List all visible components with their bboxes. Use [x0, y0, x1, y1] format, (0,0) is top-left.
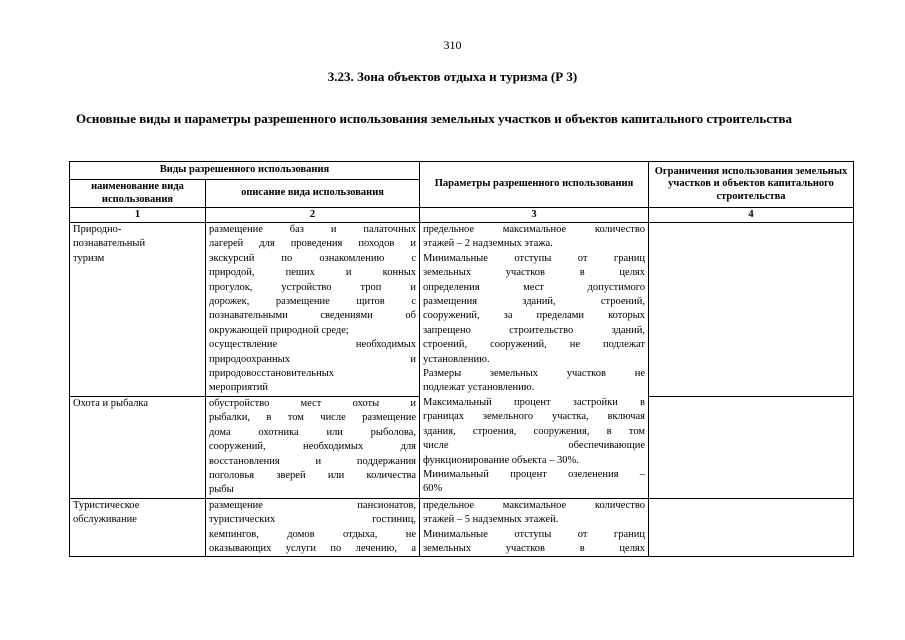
description-line: сооружений, необходимых для	[209, 441, 417, 453]
params-line: определения мест допустимого	[423, 281, 646, 293]
usage-name-line: Охота и рыбалка	[73, 397, 149, 409]
header-limits: Ограничения использования земельных участков и объектов капитального строительства	[649, 162, 854, 208]
description-line: обустройство мест охоты и	[209, 397, 417, 409]
description-line: природоохранных и	[209, 353, 417, 365]
description-line: поголовья зверей или количества	[209, 469, 417, 481]
description-line: природовосстановительных	[209, 368, 335, 380]
description-line: осуществление необходимых	[209, 339, 417, 351]
column-number-4: 4	[649, 208, 854, 223]
params-line: земельных участков в целях	[423, 267, 646, 279]
params-merged-cell	[420, 223, 649, 499]
params-line: функционирование объекта – 30%.	[423, 454, 579, 466]
description-line: мероприятий	[209, 382, 268, 394]
params-line: предельное максимальное количество	[423, 224, 646, 235]
description-line: познавательными сведениями об	[209, 310, 417, 322]
usage-name-line: познавательный	[73, 238, 146, 250]
header-usage-types: Виды разрешенного использования	[70, 162, 420, 180]
description-line: прогулок, устройство троп и	[209, 281, 417, 293]
description-line: размещение пансионатов,	[209, 499, 417, 511]
table-row	[70, 498, 854, 557]
params-line: запрещено строительство зданий,	[423, 324, 646, 336]
params-cell	[420, 498, 649, 557]
header-usage-name: наименование вида использования	[70, 180, 206, 208]
description-line: природой, пеших и конных	[209, 267, 417, 279]
params-line: числе обеспечивающие	[423, 440, 646, 452]
params-line: границах земельного участка, включая	[423, 411, 646, 423]
column-number-2: 2	[206, 208, 420, 223]
usage-description-cell	[206, 498, 420, 557]
usage-name-line: Туристическое	[73, 499, 140, 511]
params-line: земельных участков в целях	[423, 542, 646, 554]
params-line: установлению.	[423, 353, 490, 365]
limits-cell	[649, 223, 854, 397]
params-line: подлежат установлению.	[423, 382, 535, 394]
description-line: туристических гостиниц,	[209, 514, 417, 526]
usage-name-cell	[70, 498, 206, 557]
params-line: предельное максимальное количество	[423, 499, 646, 511]
table-row	[70, 223, 854, 397]
usage-description-cell	[206, 223, 420, 397]
column-number-3: 3	[420, 208, 649, 223]
header-usage-description: описание вида использования	[206, 180, 420, 208]
usage-name-line: обслуживание	[73, 514, 137, 526]
params-line: этажей – 2 надземных этажа.	[423, 238, 553, 250]
description-line: рыбы	[209, 484, 234, 496]
limits-cell	[649, 498, 854, 557]
params-line: строений, сооружений, не подлежат	[423, 339, 646, 351]
description-line: кемпингов, домов отдыха, не	[209, 528, 417, 540]
usage-name-cell	[70, 396, 206, 498]
description-line: дома охотника или рыболова,	[209, 426, 417, 438]
params-line: сооружений, за пределами которых	[423, 310, 646, 322]
description-line: окружающей природной среде;	[209, 324, 349, 336]
description-line: оказывающих услуги по лечению, а	[209, 542, 417, 554]
section-title: 3.23. Зона объектов отдыха и туризма (Р 3)	[327, 69, 578, 84]
usage-name-cell	[70, 223, 206, 397]
params-line: размещения зданий, строений,	[423, 296, 646, 308]
params-line: Минимальные отступы от границ	[423, 528, 646, 540]
usage-description-cell	[206, 396, 420, 498]
limits-cell	[649, 396, 854, 498]
params-line: Размеры земельных участков не	[423, 368, 646, 380]
header-params: Параметры разрешенного использования	[420, 162, 649, 208]
description-line: дорожек, размещение щитов с	[209, 296, 417, 308]
page-number: 310	[443, 38, 462, 52]
description-line: восстановления и поддержания	[209, 455, 417, 467]
subtitle: Основные виды и параметры разрешенного использования земельных участков и объектов капитального строительства	[76, 111, 792, 126]
params-line: Минимальные отступы от границ	[423, 252, 646, 264]
usage-name-line: туризм	[73, 252, 105, 264]
description-line: лагерей для проведения походов и	[209, 238, 417, 250]
params-line: Минимальный процент озеленения –	[423, 468, 646, 480]
description-line: экскурсий по ознакомлению с	[209, 252, 417, 264]
column-number-1: 1	[70, 208, 206, 223]
params-line: 60%	[423, 483, 443, 495]
params-line: здания, строения, сооружения, в том	[423, 425, 646, 437]
params-line: Максимальный процент застройки в	[423, 396, 646, 408]
zoning-table	[69, 161, 854, 557]
params-line: этажей – 5 надземных этажей.	[423, 514, 559, 526]
description-line: размещение баз и палаточных	[209, 224, 417, 235]
usage-name-line: Природно-	[73, 224, 122, 235]
description-line: рыбалки, в том числе размещение	[209, 412, 417, 424]
